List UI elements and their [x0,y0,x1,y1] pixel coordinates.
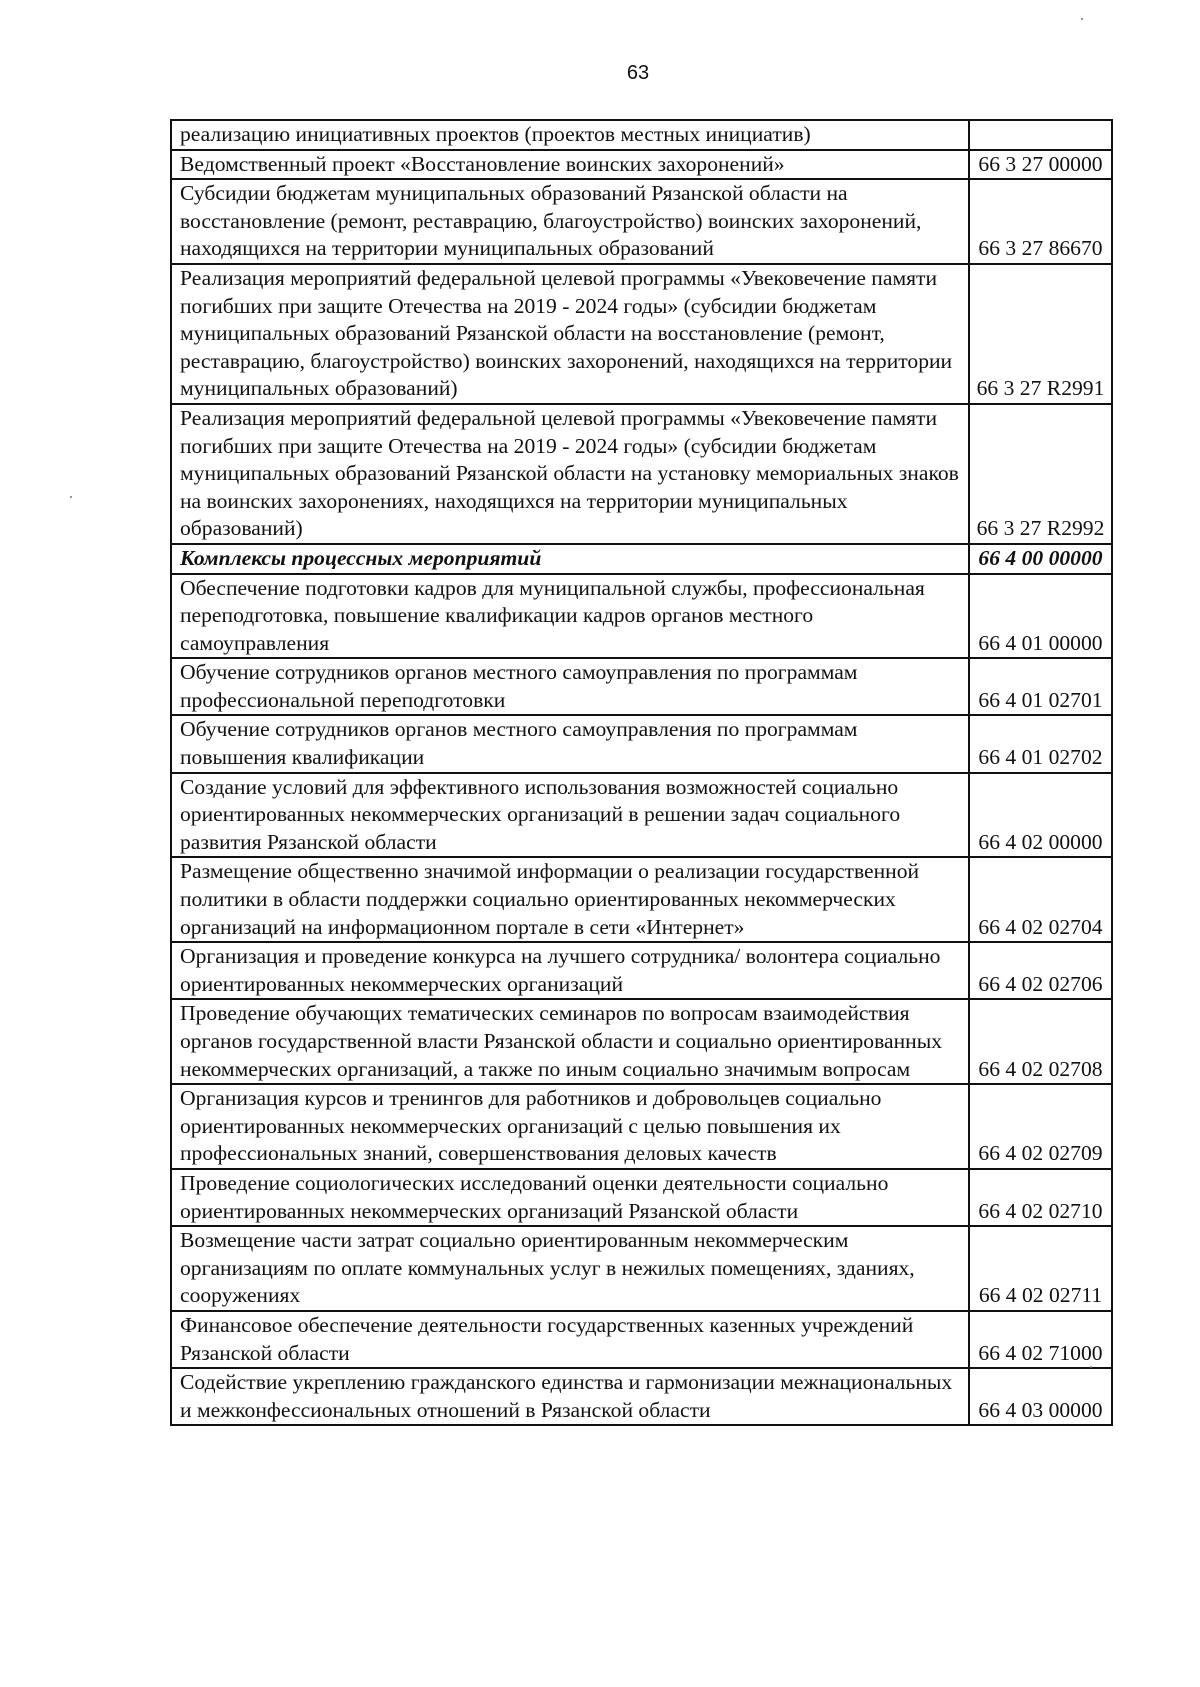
budget-classification-table [170,119,1113,1426]
table-row [171,857,1112,942]
table-row [171,999,1112,1084]
section-header-row [171,544,1112,574]
row-title: Реализация мероприятий федеральной целевой программы «Увековечение памяти погибших при защите Отечества на 2019 - 2024 годы» (субсидии бюджетам муниципальных образований Рязанской области на установку мемориальных знаков на воинских захоронениях, находящихся на территории муниципальных образований) [171,404,969,544]
row-code: 66 4 01 00000 [969,574,1112,659]
table-row [171,179,1112,264]
row-code: 66 4 02 02711 [969,1226,1112,1311]
row-title: Обучение сотрудников органов местного самоуправления по программам повышения квалификации [171,715,969,772]
table-row [171,404,1112,544]
table-row [171,1311,1112,1368]
scan-speck [70,496,72,498]
row-code: 66 4 02 02708 [969,999,1112,1084]
row-title: Обеспечение подготовки кадров для муниципальной службы, профессиональная переподготовка, повышение квалификации кадров органов местного самоуправления [171,574,969,659]
row-title: Проведение социологических исследований оценки деятельности социально ориентированных некоммерческих организаций Рязанской области [171,1169,969,1226]
row-title: Возмещение части затрат социально ориентированным некоммерческим организациям по оплате коммунальных услуг в нежилых помещениях, зданиях, сооружениях [171,1226,969,1311]
table-row [171,120,1112,150]
row-title: Организация курсов и тренингов для работников и добровольцев социально ориентированных некоммерческих организаций с целью повышения их профессиональных знаний, совершенствования деловых качеств [171,1084,969,1169]
table-row [171,773,1112,858]
row-code: 66 4 02 02709 [969,1084,1112,1169]
row-code: 66 4 01 02701 [969,658,1112,715]
row-title: реализацию инициативных проектов (проектов местных инициатив) [171,120,969,150]
table-row [171,1368,1112,1425]
row-title: Финансовое обеспечение деятельности государственных казенных учреждений Рязанской области [171,1311,969,1368]
row-title: Организация и проведение конкурса на лучшего сотрудника/ волонтера социально ориентированных некоммерческих организаций [171,942,969,999]
row-title: Обучение сотрудников органов местного самоуправления по программам профессиональной переподготовки [171,658,969,715]
row-code [969,120,1112,150]
row-title: Создание условий для эффективного использования возможностей социально ориентированных некоммерческих организаций в решении задач социального развития Рязанской области [171,773,969,858]
table-row [171,715,1112,772]
section-title: Комплексы процессных мероприятий [171,544,969,574]
scan-speck [1090,1366,1092,1368]
table-row [171,658,1112,715]
row-title: Размещение общественно значимой информации о реализации государственной политики в области поддержки социально ориентированных некоммерческих организаций на информационном портале в сети «Интернет» [171,857,969,942]
row-title: Реализация мероприятий федеральной целевой программы «Увековечение памяти погибших при защите Отечества на 2019 - 2024 годы» (субсидии бюджетам муниципальных образований Рязанской области на восстановление (ремонт, реставрацию, благоустройство) воинских захоронений, находящихся на территории муниципальных образований) [171,264,969,404]
row-code: 66 4 02 02704 [969,857,1112,942]
row-code: 66 4 03 00000 [969,1368,1112,1425]
table-row [171,264,1112,404]
table-row [171,150,1112,180]
row-code: 66 4 01 02702 [969,715,1112,772]
table-row [171,1084,1112,1169]
row-code: 66 3 27 00000 [969,150,1112,180]
row-code: 66 4 02 02710 [969,1169,1112,1226]
section-code: 66 4 00 00000 [969,544,1112,574]
row-title: Содействие укреплению гражданского единства и гармонизации межнациональных и межконфессиональных отношений в Рязанской области [171,1368,969,1425]
page-number: 63 [626,62,650,84]
row-code: 66 4 02 71000 [969,1311,1112,1368]
row-title: Субсидии бюджетам муниципальных образований Рязанской области на восстановление (ремонт, реставрацию, благоустройство) воинских захоронений, находящихся на территории муниципальных образований [171,179,969,264]
table-row [171,1169,1112,1226]
row-code: 66 3 27 R2991 [969,264,1112,404]
table-row [171,942,1112,999]
row-code: 66 4 02 02706 [969,942,1112,999]
row-code: 66 3 27 86670 [969,179,1112,264]
table-row [171,1226,1112,1311]
row-code: 66 3 27 R2992 [969,404,1112,544]
row-code: 66 4 02 00000 [969,773,1112,858]
table-row [171,574,1112,659]
row-title: Проведение обучающих тематических семинаров по вопросам взаимодействия органов государственной власти Рязанской области и социально ориентированных некоммерческих организаций, а также по иным социально значимым вопросам [171,999,969,1084]
row-title: Ведомственный проект «Восстановление воинских захоронений» [171,150,969,180]
scan-speck [1081,18,1083,20]
